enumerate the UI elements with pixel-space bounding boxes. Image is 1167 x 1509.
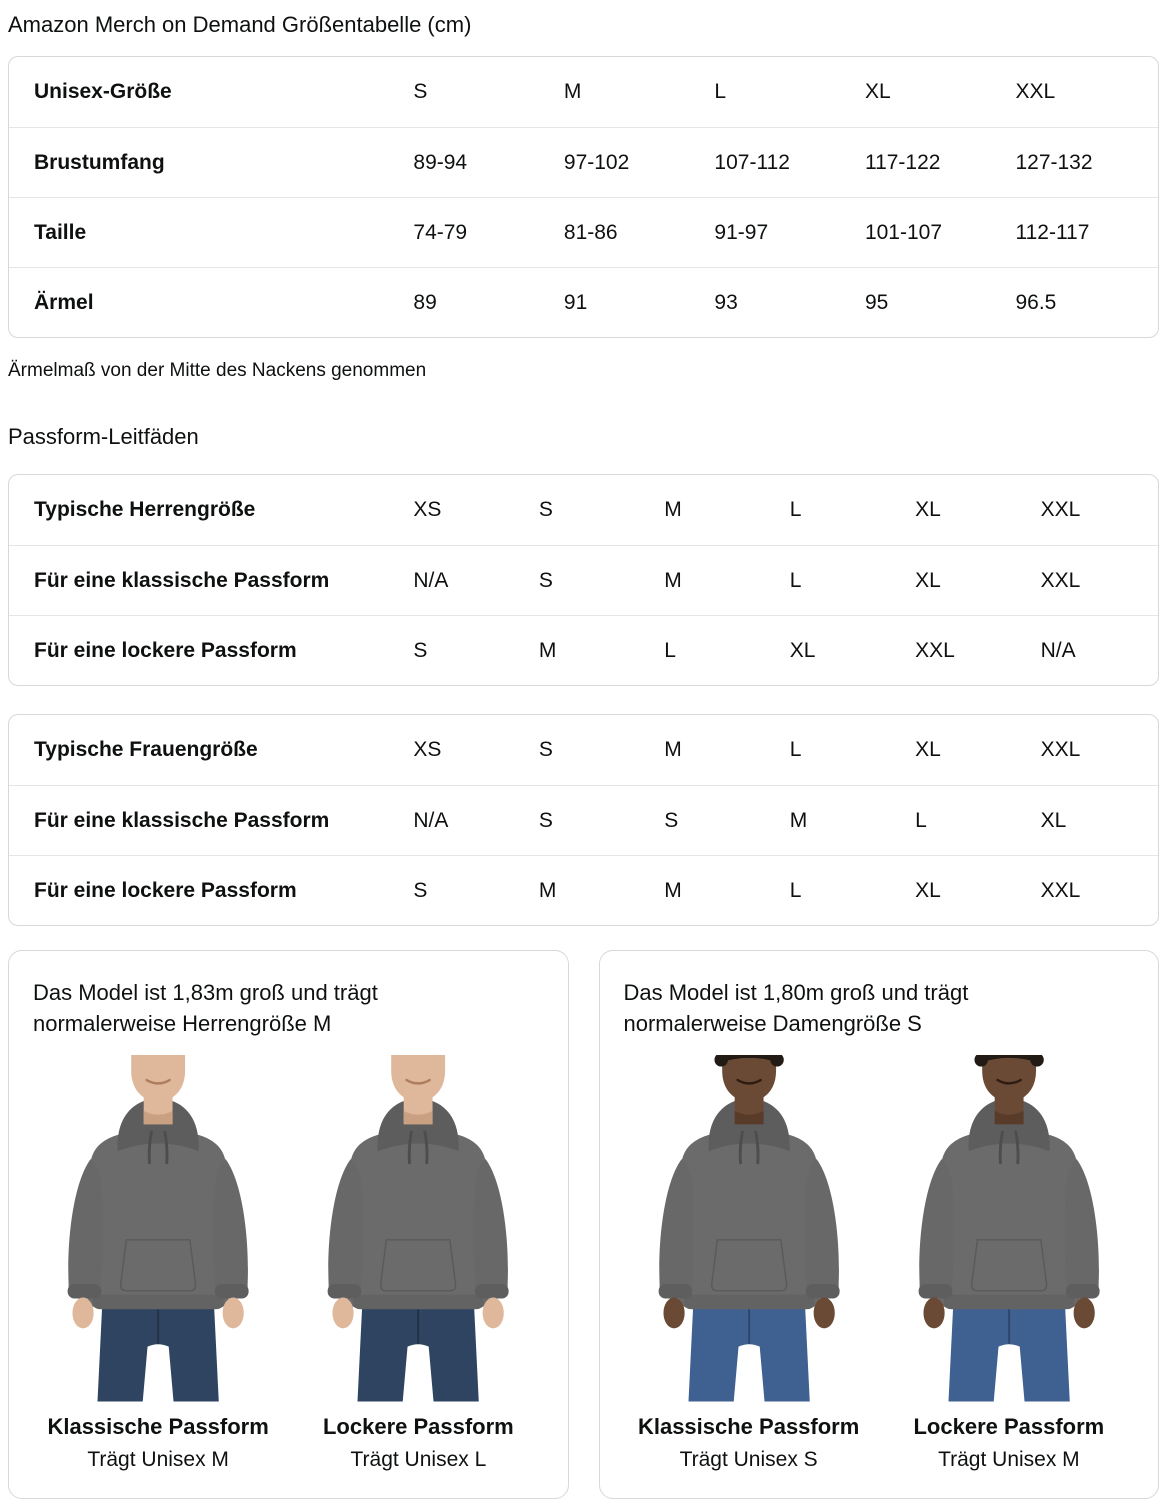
value-cell: M	[664, 878, 682, 902]
value-cell: L	[664, 638, 676, 662]
value-cell: M	[538, 638, 557, 662]
value-cell: 91-97	[714, 220, 769, 244]
size-table	[8, 56, 1159, 338]
row-label: Typische Herrengröße	[34, 498, 256, 521]
row-label: Für eine klassische Passform	[34, 568, 330, 592]
value-cell: 96.5	[1015, 290, 1057, 314]
value-cell: XXL	[1040, 878, 1081, 902]
value-cell: XXL	[915, 638, 955, 662]
size-cell: XL	[864, 80, 891, 103]
fit-caption-sub: Trägt Unisex M	[938, 1447, 1080, 1471]
value-cell: 101-107	[864, 220, 943, 244]
value-cell: L	[789, 498, 802, 521]
value-cell: XS	[413, 498, 442, 521]
table-row	[9, 855, 1158, 925]
value-cell: N/A	[413, 808, 449, 832]
value-cell: 97-102	[563, 150, 630, 174]
value-cell: XL	[915, 568, 941, 592]
fit-caption-sub: Trägt Unisex M	[87, 1447, 229, 1471]
fit-caption-title: Lockere Passform	[913, 1413, 1105, 1439]
row-label: Typische Frauengröße	[34, 738, 258, 761]
table-row	[9, 267, 1158, 337]
value-cell: S	[538, 808, 553, 832]
size-cell: M	[563, 80, 582, 103]
size-cell: XXL	[1015, 80, 1056, 103]
table-row	[9, 127, 1158, 197]
model-photo	[33, 1055, 283, 1402]
fit-caption	[884, 1414, 1134, 1472]
value-cell: 89	[413, 290, 437, 314]
table-row	[9, 715, 1158, 785]
table-row	[9, 785, 1158, 855]
value-cell: L	[789, 568, 802, 592]
model-photo	[624, 1055, 874, 1402]
value-cell: XL	[789, 638, 816, 662]
table-row	[9, 545, 1158, 615]
model-card-men	[8, 950, 569, 1499]
row-label: Ärmel	[34, 290, 94, 314]
page-title: Amazon Merch on Demand Größentabelle (cm)	[8, 12, 472, 37]
value-cell: M	[664, 498, 682, 521]
fit-caption-sub: Trägt Unisex L	[350, 1447, 487, 1471]
row-label: Für eine klassische Passform	[34, 808, 330, 832]
womens-fit-table	[8, 714, 1159, 926]
fit-caption	[33, 1414, 283, 1472]
value-cell: 127-132	[1015, 150, 1093, 174]
value-cell: S	[413, 638, 428, 662]
value-cell: 81-86	[563, 220, 618, 244]
value-cell: M	[789, 808, 808, 832]
value-cell: 74-79	[413, 220, 468, 244]
value-cell: M	[538, 878, 557, 902]
value-cell: 117-122	[864, 150, 941, 174]
value-cell: S	[538, 738, 553, 761]
value-cell: XXL	[1040, 738, 1081, 761]
fit-caption	[624, 1414, 874, 1472]
value-cell: M	[664, 738, 682, 761]
row-label: Unisex-Größe	[34, 80, 172, 103]
model-description: Das Model ist 1,80m groß und trägt normalerweise Damengröße S	[623, 980, 969, 1037]
value-cell: S	[413, 878, 428, 902]
value-cell: L	[789, 878, 802, 902]
value-cell: XXL	[1040, 568, 1081, 592]
model-photo	[293, 1055, 543, 1402]
value-cell: N/A	[1040, 638, 1076, 662]
value-cell: 91	[563, 290, 588, 314]
sleeve-measure-note: Ärmelmaß von der Mitte des Nackens genommen	[8, 360, 427, 381]
row-label: Für eine lockere Passform	[34, 878, 297, 902]
fit-caption	[293, 1414, 543, 1472]
row-label: Taille	[34, 220, 87, 244]
value-cell: 93	[714, 290, 738, 314]
value-cell: S	[538, 498, 553, 521]
model-photo	[884, 1055, 1134, 1402]
value-cell: S	[538, 568, 553, 592]
model-figure-loose	[884, 1055, 1134, 1472]
value-cell: L	[789, 738, 802, 761]
mens-fit-table	[8, 474, 1159, 686]
value-cell: S	[664, 808, 679, 832]
model-figure-classic	[33, 1055, 283, 1472]
size-cell: S	[413, 80, 428, 103]
fit-caption-title: Klassische Passform	[47, 1413, 269, 1439]
fit-guides-heading: Passform-Leitfäden	[8, 424, 199, 449]
table-row	[9, 197, 1158, 267]
value-cell: XL	[1040, 808, 1067, 832]
model-photos	[624, 1055, 1135, 1472]
fit-caption-title: Lockere Passform	[322, 1413, 514, 1439]
table-row	[9, 475, 1158, 545]
value-cell: XXL	[1040, 498, 1081, 521]
row-label: Für eine lockere Passform	[34, 638, 297, 662]
value-cell: N/A	[413, 568, 449, 592]
fit-caption-title: Klassische Passform	[637, 1413, 860, 1439]
table-row	[9, 615, 1158, 685]
value-cell: L	[915, 808, 927, 832]
value-cell: XS	[413, 738, 442, 761]
value-cell: 112-117	[1015, 220, 1090, 244]
value-cell: 89-94	[413, 150, 468, 174]
value-cell: XL	[915, 498, 941, 521]
fit-caption-sub: Trägt Unisex S	[679, 1447, 818, 1471]
value-cell: M	[664, 568, 682, 592]
value-cell: XL	[915, 738, 941, 761]
value-cell: 107-112	[714, 150, 790, 174]
size-cell: L	[714, 80, 727, 103]
value-cell: 95	[864, 290, 889, 314]
row-label: Brustumfang	[34, 150, 165, 174]
model-description: Das Model ist 1,83m groß und trägt normalerweise Herrengröße M	[33, 980, 378, 1037]
model-figure-loose	[293, 1055, 543, 1472]
model-cards	[8, 950, 1159, 1499]
value-cell: XL	[915, 878, 941, 902]
model-figure-classic	[624, 1055, 874, 1472]
model-card-women	[599, 950, 1160, 1499]
model-photos	[33, 1055, 544, 1472]
table-header-row	[9, 57, 1158, 127]
